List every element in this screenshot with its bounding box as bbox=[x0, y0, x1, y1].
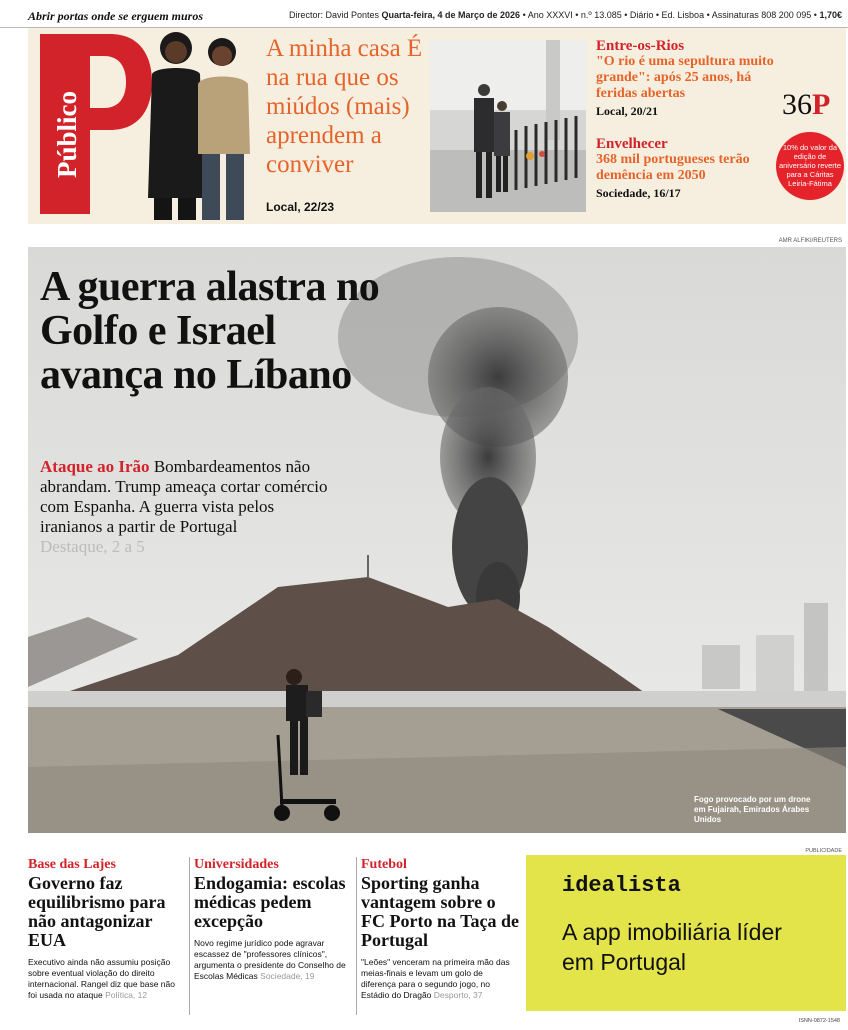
anniversary-mark bbox=[782, 88, 830, 122]
issn: ISNN-0872-1548 bbox=[798, 1018, 840, 1024]
ad-brand: idealista bbox=[562, 873, 681, 898]
story-kicker: Universidades bbox=[194, 857, 279, 872]
masthead bbox=[28, 28, 846, 224]
box1-kicker: Entre-os-Rios bbox=[596, 38, 685, 54]
story-text: "Leões" venceram na primeira mão das meias-finais e levam um golo de diferença para o segundo jogo, no Estádio do Dragão bbox=[361, 957, 510, 1000]
teaser-box-ageing bbox=[596, 136, 786, 201]
hero-section bbox=[28, 247, 846, 833]
story-text: Novo regime jurídico pode agravar escassez de "professores clínicos", argumenta o presidente do Conselho de Escolas Médicas bbox=[194, 938, 346, 981]
story-body bbox=[194, 938, 352, 982]
column-divider bbox=[356, 857, 357, 1015]
story-lajes bbox=[28, 857, 186, 1001]
price: 1,70€ bbox=[819, 10, 842, 20]
story-page-ref: Política, 12 bbox=[105, 990, 148, 1000]
box2-kicker: Envelhecer bbox=[596, 136, 668, 152]
director: Director: David Pontes bbox=[288, 10, 379, 20]
idealista-ad[interactable] bbox=[526, 855, 846, 1011]
lead-kicker: Ataque ao Irão bbox=[40, 457, 150, 476]
story-title: Governo faz equilibrismo para não antagonizar EUA bbox=[28, 873, 166, 950]
memorial-photo bbox=[430, 40, 586, 212]
box2-subtitle: 368 mil portugueses terão demência em 2050 bbox=[596, 152, 750, 183]
story-title: Endogamia: escolas médicas pedem excepção bbox=[194, 873, 346, 931]
story-kicker: Base das Lajes bbox=[28, 857, 116, 872]
edition-date: Quarta-feira, 4 de Março de 2026 bbox=[381, 10, 521, 20]
anniversary-letter: P bbox=[812, 88, 831, 121]
box1-subtitle: "O rio é uma sepultura muito grande": após 25 anos, há feridas abertas bbox=[596, 54, 774, 101]
edition-details: • Ano XXXVI • n.º 13.085 • Diário • Ed. Lisboa • Assinaturas 808 200 095 • bbox=[522, 10, 817, 20]
charity-badge: 10% do valor da edição de aniversário reverte para a Cáritas Leiria-Fátima bbox=[776, 132, 844, 200]
top-strip bbox=[0, 0, 848, 28]
story-text: Executivo ainda não assumiu posição sobre eventual violação do direito internacional. Rangel diz que base não foi usada no ataque bbox=[28, 957, 175, 1000]
logo-wordmark: Público bbox=[52, 90, 82, 178]
anniversary-number: 36 bbox=[782, 88, 812, 121]
ad-label: PUBLICIDADE bbox=[805, 848, 842, 854]
story-medicine bbox=[194, 857, 352, 982]
box2-page-ref: Sociedade, 16/17 bbox=[596, 186, 681, 200]
lead-page-ref: Destaque, 2 a 5 bbox=[40, 537, 145, 556]
teaser-page-ref: Local, 22/23 bbox=[266, 200, 335, 214]
ad-text: A app imobiliária líder em Portugal bbox=[562, 919, 782, 975]
story-body bbox=[361, 957, 519, 1001]
story-kicker: Futebol bbox=[361, 857, 407, 872]
lead-body: Bombardeamentos não abrandam. Trump ameaça cortar comércio com Espanha. A guerra vista pelos iranianos a partir de Portugal bbox=[40, 457, 328, 536]
story-football bbox=[361, 857, 519, 1001]
story-page-ref: Desporto, 37 bbox=[433, 990, 483, 1000]
two-boys-photo bbox=[132, 28, 260, 224]
teaser-box-rivers bbox=[596, 38, 786, 119]
column-divider bbox=[189, 857, 190, 1015]
box1-page-ref: Local, 20/21 bbox=[596, 104, 658, 118]
story-page-ref: Sociedade, 19 bbox=[260, 971, 315, 981]
teaser-headline: A minha casa É na rua que os miúdos (mais) aprendem a conviver bbox=[266, 35, 423, 178]
photo-credit: AMR ALFIKI/REUTERS bbox=[778, 238, 842, 244]
lead-text bbox=[40, 457, 340, 557]
photo-caption: Fogo provocado por um drone em Fujairah, Emirados Árabes Unidos bbox=[694, 795, 811, 824]
tagline: Abrir portas onde se erguem muros bbox=[28, 9, 204, 23]
main-headline: A guerra alastra no Golfo e Israel avança no Líbano bbox=[40, 264, 380, 398]
story-body bbox=[28, 957, 186, 1001]
story-title: Sporting ganha vantagem sobre o FC Porto na Taça de Portugal bbox=[361, 873, 520, 950]
edition-meta bbox=[289, 10, 842, 20]
